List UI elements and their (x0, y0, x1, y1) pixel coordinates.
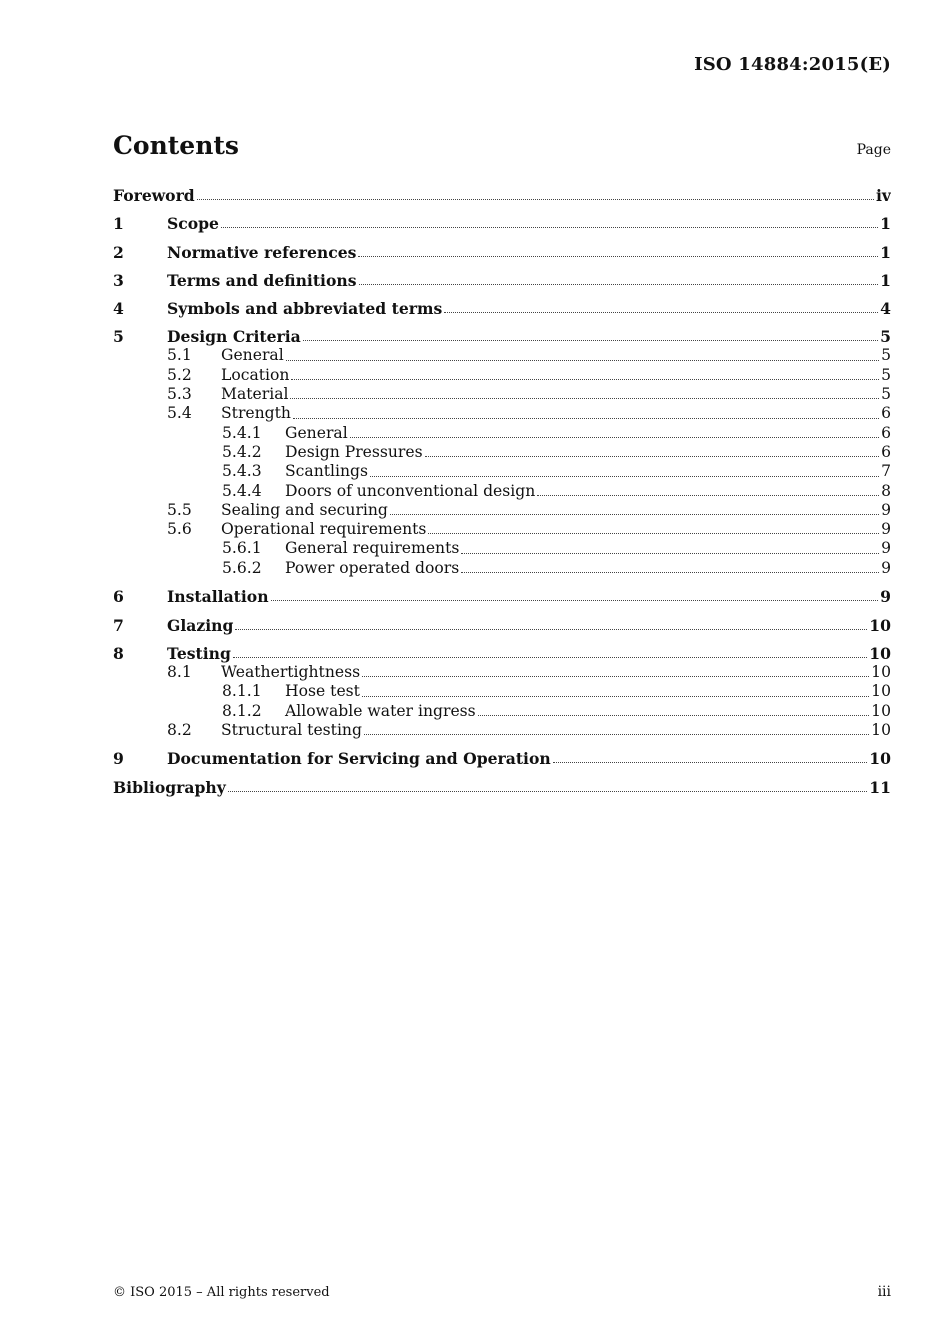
toc-entry-page: iv (876, 186, 891, 205)
dot-leader (293, 417, 879, 419)
toc-entry-page: 10 (869, 749, 891, 769)
dot-leader (370, 475, 879, 477)
toc-entry-page: 9 (881, 558, 891, 577)
toc-entry-title: Hose test (285, 682, 360, 701)
dot-leader (362, 695, 869, 697)
toc-entry[interactable] (113, 559, 891, 578)
document-id: ISO 14884:2015(E) (694, 54, 891, 75)
toc-entry-title: Bibliography (113, 777, 226, 797)
toc-entry[interactable] (113, 327, 891, 346)
toc-entry-number: 5.6.1 (222, 539, 262, 558)
dot-leader (358, 255, 878, 257)
toc-entry-page: 10 (869, 643, 891, 663)
toc-entry-title: Material (221, 385, 289, 404)
toc-entry-title: Foreword (113, 186, 195, 205)
dot-leader (364, 733, 869, 735)
toc-entry[interactable] (113, 443, 891, 462)
table-of-contents (113, 186, 891, 797)
toc-entry-number: 6 (113, 587, 124, 607)
toc-entry-title: Normative references (167, 242, 357, 262)
toc-entry-number: 5 (113, 327, 124, 347)
toc-entry-number: 5.4.3 (222, 462, 262, 481)
toc-entry[interactable] (113, 462, 891, 481)
toc-entry-title: Design Pressures (285, 442, 423, 461)
toc-entry-number: 5.1 (167, 346, 192, 365)
toc-entry-number: 7 (113, 615, 124, 635)
toc-entry[interactable] (113, 346, 891, 365)
toc-entry-number: 5.4.1 (222, 423, 262, 442)
dot-leader (290, 397, 879, 399)
toc-entry[interactable] (113, 366, 891, 385)
toc-entry-page: 10 (869, 615, 891, 635)
toc-entry-title: Weathertightness (221, 662, 361, 681)
toc-entry-title: Strength (221, 404, 291, 423)
toc-entry-page: 5 (881, 365, 891, 384)
toc-entry-page: 5 (881, 346, 891, 365)
dot-leader (425, 455, 879, 457)
toc-entry-title: Operational requirements (221, 520, 427, 539)
toc-entry-title: Terms and definitions (167, 270, 357, 290)
toc-entry-page: 8 (881, 481, 891, 500)
toc-entry-number: 5.2 (167, 365, 192, 384)
toc-entry-number: 5.6 (167, 520, 192, 539)
toc-entry-page: 6 (881, 404, 891, 423)
dot-leader (350, 436, 879, 438)
toc-entry-page: 10 (871, 662, 891, 681)
toc-entry-number: 8.1 (167, 662, 192, 681)
toc-entry-title: Allowable water ingress (285, 701, 476, 720)
toc-entry-title: General requirements (285, 539, 460, 558)
toc-entry-title: Design Criteria (167, 327, 301, 347)
dot-leader (461, 552, 879, 554)
toc-entry-number: 4 (113, 299, 124, 319)
toc-entry-page: 9 (881, 500, 891, 519)
toc-entry-number: 8.2 (167, 720, 192, 739)
toc-entry-page: 4 (880, 299, 891, 319)
dot-leader (233, 656, 867, 658)
toc-entry-title: Glazing (167, 615, 234, 635)
dot-leader (362, 675, 869, 677)
dot-leader (197, 198, 874, 200)
toc-entry-page: 9 (881, 520, 891, 539)
toc-entry-page: 1 (880, 270, 891, 290)
dot-leader (221, 226, 878, 228)
dot-leader (271, 599, 879, 601)
toc-entry[interactable] (113, 243, 891, 262)
toc-entry-number: 5.4 (167, 404, 192, 423)
toc-entry[interactable] (113, 587, 891, 606)
page-column-label: Page (856, 142, 891, 158)
toc-entry-title: General (221, 346, 284, 365)
toc-entry[interactable] (113, 482, 891, 501)
toc-entry-title: Installation (167, 587, 269, 607)
toc-entry[interactable] (113, 404, 891, 423)
toc-entry-page: 1 (880, 242, 891, 262)
toc-entry-page: 11 (869, 777, 891, 797)
dot-leader (291, 378, 879, 380)
toc-entry-number: 3 (113, 270, 124, 290)
toc-entry-page: 5 (880, 327, 891, 347)
dot-leader (444, 311, 878, 313)
toc-entry-title: Documentation for Servicing and Operation (167, 749, 551, 769)
toc-entry-page: 10 (871, 701, 891, 720)
dot-leader (359, 283, 879, 285)
toc-entry-title: Location (221, 365, 290, 384)
toc-entry-title: Structural testing (221, 720, 362, 739)
toc-entry-title: General (285, 423, 348, 442)
copyright-notice: © ISO 2015 – All rights reserved (113, 1285, 330, 1300)
toc-entry[interactable] (113, 663, 891, 682)
toc-entry[interactable] (113, 299, 891, 318)
toc-entry[interactable] (113, 501, 891, 520)
dot-leader (553, 761, 868, 763)
toc-entry-number: 5.3 (167, 385, 192, 404)
page-number: iii (877, 1284, 891, 1300)
toc-entry-title: Scantlings (285, 462, 369, 481)
toc-entry[interactable] (113, 616, 891, 635)
toc-entry[interactable] (113, 424, 891, 443)
toc-entry-title: Testing (167, 643, 231, 663)
toc-entry-page: 6 (881, 423, 891, 442)
toc-entry-title: Power operated doors (285, 558, 460, 577)
toc-entry[interactable] (113, 520, 891, 539)
toc-entry-number: 2 (113, 242, 124, 262)
toc-entry-number: 5.6.2 (222, 558, 262, 577)
toc-entry-title: Doors of unconventional design (285, 481, 536, 500)
toc-entry-number: 8.1.1 (222, 682, 262, 701)
toc-entry-number: 5.4.4 (222, 481, 262, 500)
toc-entry[interactable] (113, 385, 891, 404)
toc-entry-page: 7 (881, 462, 891, 481)
toc-entry[interactable] (113, 186, 891, 205)
toc-entry-number: 5.5 (167, 500, 192, 519)
toc-entry-page: 10 (871, 720, 891, 739)
toc-entry[interactable] (113, 721, 891, 740)
toc-entry-page: 6 (881, 442, 891, 461)
toc-entry-page: 9 (880, 587, 891, 607)
toc-entry-page: 5 (881, 385, 891, 404)
toc-entry-title: Symbols and abbreviated terms (167, 299, 443, 319)
toc-entry-number: 8 (113, 643, 124, 663)
dot-leader (461, 571, 879, 573)
toc-entry[interactable] (113, 214, 891, 233)
dot-leader (228, 790, 868, 792)
contents-title: Contents (113, 131, 240, 160)
dot-leader (428, 532, 879, 534)
toc-entry[interactable] (113, 702, 891, 721)
toc-entry-number: 9 (113, 749, 124, 769)
toc-entry[interactable] (113, 682, 891, 701)
toc-entry-number: 1 (113, 214, 124, 234)
dot-leader (235, 628, 867, 630)
toc-entry-page: 1 (880, 214, 891, 234)
toc-entry[interactable] (113, 271, 891, 290)
toc-entry-page: 9 (881, 539, 891, 558)
toc-entry-page: 10 (871, 682, 891, 701)
toc-entry-title: Sealing and securing (221, 500, 388, 519)
dot-leader (303, 339, 878, 341)
dot-leader (390, 513, 879, 515)
dot-leader (286, 359, 879, 361)
toc-entry[interactable] (113, 539, 891, 558)
toc-entry[interactable] (113, 644, 891, 663)
dot-leader (478, 714, 869, 716)
toc-entry-title: Scope (167, 214, 219, 234)
toc-entry[interactable] (113, 778, 891, 797)
toc-entry-number: 8.1.2 (222, 701, 262, 720)
dot-leader (537, 494, 879, 496)
toc-entry-number: 5.4.2 (222, 442, 262, 461)
toc-entry[interactable] (113, 749, 891, 768)
